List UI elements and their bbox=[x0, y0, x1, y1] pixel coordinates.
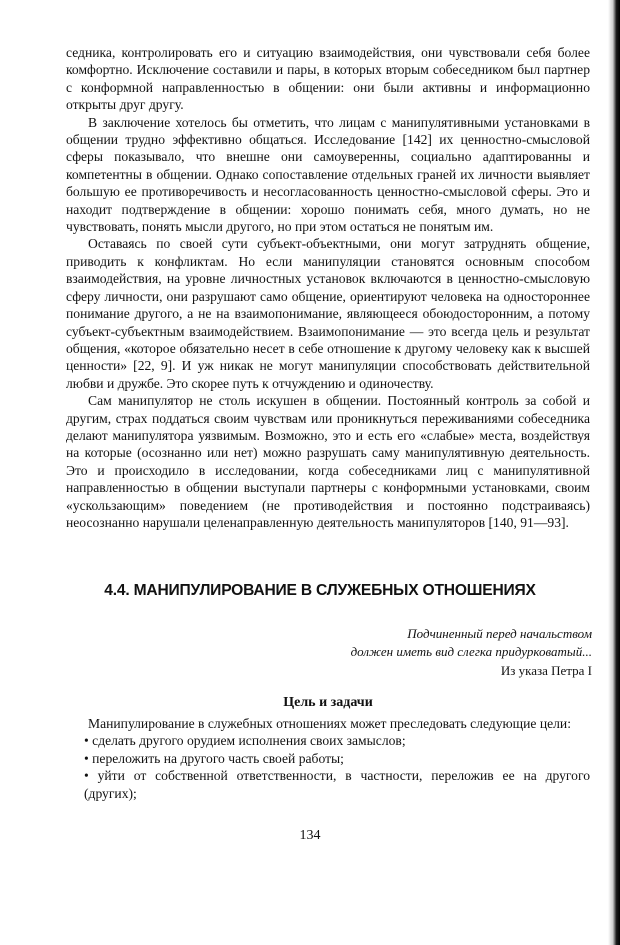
body-text bbox=[66, 44, 590, 531]
goals-section bbox=[66, 715, 590, 802]
paragraph-3: Оставаясь по своей сути субъект-объектными, они могут затруднять общение, приводить к конфликтам. Но если манипуляции становятся основным способом взаимодействия, на уровне личностных установок включаются в ценностно-смысловую сферу личности, они разрушают само общение, ориентируют человека на одностороннее понимание другого, а не на взаимопонимание, являющееся обоюдосторонним, а потому субъект-субъектным взаимодействием. Взаимопонимание — это всегда цель и результат общения, «которое обязательно несет в себе отношение к другому человеку как к высшей ценности» [22, 9]. И уж никак не могут манипуляции способствовать действительной любви и дружбе. Это скорее путь к отчуждению и одиночеству. bbox=[66, 236, 590, 391]
epigraph-source: Из указа Петра I bbox=[500, 663, 592, 678]
epigraph bbox=[172, 625, 592, 680]
epigraph-line-2: должен иметь вид слегка придурковатый... bbox=[350, 644, 592, 659]
paragraph-4: Сам манипулятор не столь искушен в общении. Постоянный контроль за собой и другим, страх поддаться своим чувствам или проникнуться переживаниями собеседника делают манипулятора уязвимым. Возможно, это и есть его «слабые» места, воздействуя на которые (осознанно или нет) можно разрушать саму манипулятивную деятельность. Это и происходило в исследовании, когда собеседниками лиц с манипулятивной направленностью в общении выступали партнеры с конформными установками, своим «ускользающим» поведением (не противодействия и постоянно подстраиваясь) неосознанно нарушали целенаправленную деятельность манипуляторов [140, 91—93]. bbox=[66, 393, 590, 530]
section-heading: 4.4. МАНИПУЛИРОВАНИЕ В СЛУЖЕБНЫХ ОТНОШЕНИЯХ bbox=[104, 582, 536, 599]
paragraph-1: седника, контролировать его и ситуацию взаимодействия, они чувствовали себя более комфортно. Исключение составили и пары, в которых вторым собеседником был партнер с конформной направленностью в общении: они были активны и информационно открыты друг другу. bbox=[66, 45, 590, 113]
paragraph-2: В заключение хотелось бы отметить, что лицам с манипулятивными установками в общении трудно эффективно общаться. Исследование [142] их ценностно-смысловой сферы показывало, что внешне они самоуверенны, социально адаптированны и компетентны в общении. Однако сопоставление отдельных граней их личности выявляет большую ее противоречивость и несогласованность ценностно-смысловой сферы. Это и находит подтверждение в общении: хорошо понимать себя, много думать, но не чувствовать, понять мысли другого, но при этом остаться не понятым им. bbox=[66, 114, 590, 235]
scan-edge-shadow bbox=[608, 0, 620, 945]
epigraph-line-1: Подчиненный перед начальством bbox=[407, 626, 592, 641]
goal-item: • переложить на другого часть своей работы; bbox=[84, 750, 344, 766]
goal-item: • уйти от собственной ответственности, в частности, переложив ее на другого (других); bbox=[84, 768, 590, 801]
page-number: 134 bbox=[299, 828, 321, 843]
subsection-heading: Цель и задачи bbox=[283, 695, 373, 710]
goal-item: • сделать другого орудием исполнения своих замыслов; bbox=[84, 733, 406, 749]
goals-intro: Манипулирование в служебных отношениях может преследовать следующие цели: bbox=[88, 716, 571, 731]
